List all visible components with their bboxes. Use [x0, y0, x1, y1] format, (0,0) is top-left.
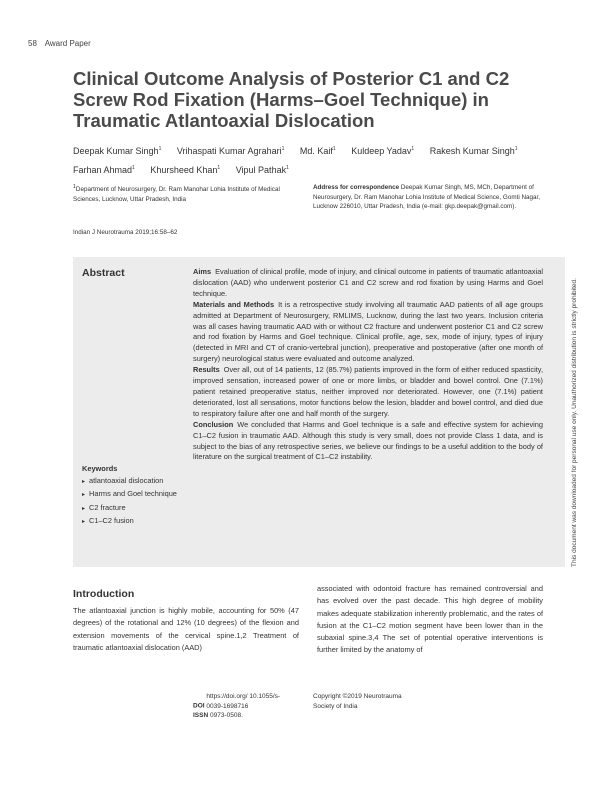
section-label: Award Paper [44, 39, 91, 48]
keyword-item: ▸ atlantoaxial dislocation [82, 475, 182, 488]
journal-citation: Indian J Neurotrauma 2019;16:58–62 [73, 229, 178, 236]
keywords-heading: Keywords [82, 464, 118, 473]
introduction-right-column: associated with odontoid fracture has remained controversial and has evolved over the past decade. This high degree of mobility makes adequate stabilization inherently problematic, and the rates of fusion at the C1–C2 motion segment have been lower than in the subaxial spine.3,4 The set of potential operative interventions is further limited by the anatomy of [317, 584, 543, 655]
download-notice: This document was downloaded for personal use only. Unauthorized distribution is strictly prohibited. [571, 278, 578, 567]
author: Md. Kaif$^1$ [299, 146, 336, 156]
keywords [82, 463, 182, 528]
doi-block [193, 692, 281, 721]
keyword-item: ▸ Harms and Goel technique [82, 488, 182, 501]
author: Vrihaspati Kumar Agrahari$^1$ [176, 146, 285, 156]
introduction-heading: Introduction [73, 588, 135, 600]
issn-label: ISSN [193, 712, 209, 720]
abstract-methods: Materials and Methods It is a retrospective study involving all traumatic AAD patients of all age groups admitted at Department of Neurosurgery, RMLIMS, Lucknow, during the last two years. Inclusion criteria was all cases having traumatic AAD with or without C2 fracture and underwent posterior C1 and C2 screw and rod fixation by Harms and Goel technique. Clinical profile, age, sex, mode of injury, types of injury (detected in MRI and CT of cranio-vertebral junction), preoperative and postoperative (after one month of surgery) neurological status were evaluated and outcome analyzed. [193, 299, 543, 364]
correspondence-text: Deepak Kumar Singh, MS, MCh, Department of Neurosurgery, Dr. Ram Manohar Lohia Institute of Medical Science, Gomti Nagar, Lucknow 226010, Uttar Pradesh, India (e-mail: gkp.deepak@gmail.com). [313, 184, 541, 210]
author: Kuldeep Yadav$^1$ [351, 146, 415, 156]
keyword-item: ▸ C1–C2 fusion [82, 515, 182, 528]
introduction-left-column: The atlantoaxial junction is highly mobile, accounting for 50% (47 degrees) of the rotational and 12% (10 degrees) of the flexion and extension movements of the cervical spine.1,2 Treatment of traumatic atlantoaxial dislocation (AAD) [73, 606, 299, 652]
doi-label: DOI [193, 702, 205, 710]
author: Farhan Ahmad$^1$ [73, 165, 135, 175]
abstract-aims: Aims Evaluation of clinical profile, mode of injury, and clinical outcome in patients of traumatic atlantoaxial dislocation (AAD) who underwent posterior C1 and C2 screw and rod fixation by using Harms and Goel technique. [193, 267, 543, 298]
doi-link[interactable]: https://doi.org/ 10.1055/s-0039-1698716 [206, 693, 281, 710]
author-list [73, 141, 543, 179]
correspondence-label: Address for correspondence [313, 184, 400, 191]
copyright: Copyright ©2019 Neurotrauma Society of India [313, 693, 402, 710]
keyword-list [82, 475, 182, 528]
keyword-item: ▸ C2 fracture [82, 502, 182, 515]
page-header [28, 39, 91, 48]
author: Khursheed Khan$^1$ [150, 165, 221, 175]
author: Deepak Kumar Singh$^1$ [73, 146, 162, 156]
author: Rakesh Kumar Singh$^1$ [429, 146, 518, 156]
abstract-conclusion: Conclusion We concluded that Harms and Goel technique is a safe and effective system for achieving C1–C2 fusion in traumatic AAD. Although this study is very small, does not provide Class 1 data, and is subject to the bias of any retrospective series, we believe our findings to be a useful addition to the body of literature on the surgical treatment of C1–C2 instability. [193, 419, 543, 462]
abstract-body [193, 267, 543, 463]
abstract-heading: Abstract [82, 267, 125, 279]
page-number: 58 [28, 39, 37, 48]
affiliation: $^1$Department of Neurosurgery, Dr. Ram Manohar Lohia Institute of Medical Sciences, Lucknow, Uttar Pradesh, India [73, 184, 280, 203]
correspondence-address [313, 183, 543, 212]
paper-title: Clinical Outcome Analysis of Posterior C1 and C2 Screw Rod Fixation (Harms–Goel Technique) in Traumatic Atlantoaxial Dislocation [73, 68, 510, 131]
issn-value: 0973-0508. [209, 712, 243, 720]
author: Vipul Pathak$^1$ [235, 165, 289, 175]
abstract-results: Results Over all, out of 14 patients, 12 (85.7%) patients improved in the form of either reduced spasticity, improved sensation, increased power of one or more limbs, or bladder and bowel control. One (7.1%) patient retained preoperative status, neither improved nor deteriorated. However, one (7.1%) patient deteriorated, lost all sensations, motor functions below the lesion, bladder and bowel control, and died due to respiratory failure after one and half month of the surgery. [193, 365, 543, 418]
